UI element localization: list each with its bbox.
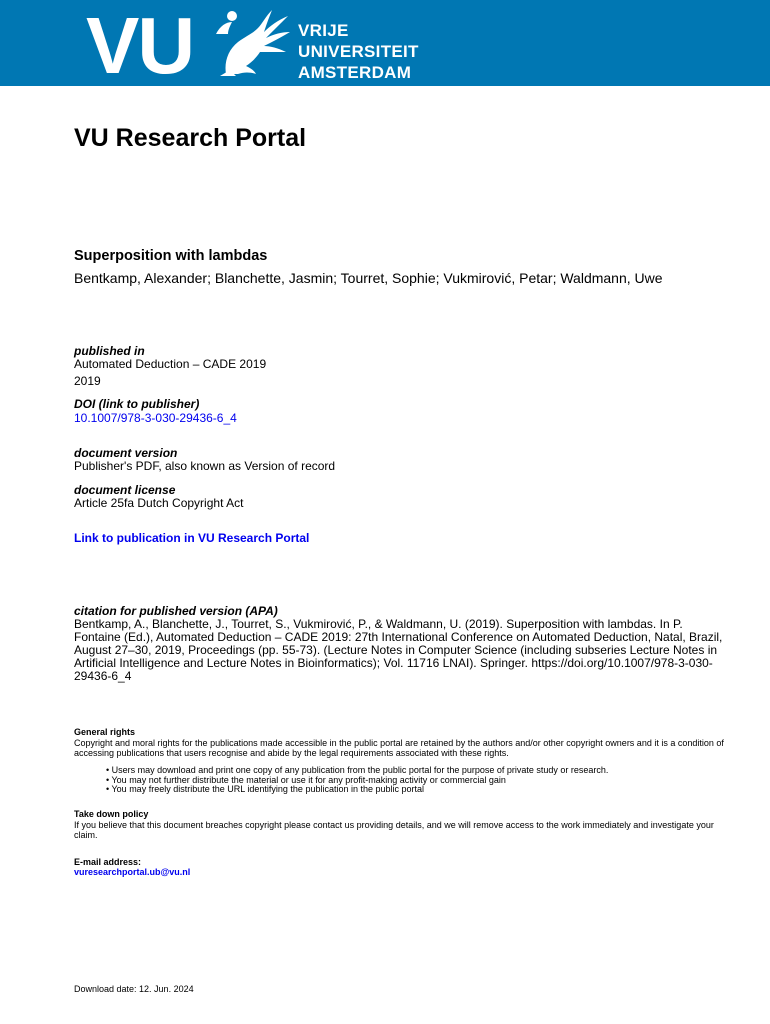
email-link[interactable]: vuresearchportal.ub@vu.nl bbox=[74, 867, 191, 877]
doi-label: DOI (link to publisher) bbox=[74, 397, 200, 411]
published-in-label: published in bbox=[74, 344, 145, 358]
document-version-label: document version bbox=[74, 446, 178, 460]
citation-text: Bentkamp, A., Blanchette, J., Tourret, S., Vukmirović, P., & Waldmann, U. (2019). Superposition with lambdas. In P. Fontaine (Ed.), Automated Deduction – CADE 2019: 27th International Conference on Automated Deduction, Natal, Brazil, August 27–30, 2019, Proceedings (pp. 55-73). (Lecture Notes in Computer Science (including subseries Lecture Notes in Artificial Intelligence and Lecture Notes in Bioinformatics); Vol. 11716 LNAI). Springer. https://doi.org/10.1007/978-3-030-29436-6_4 bbox=[74, 617, 723, 683]
list-item: • You may freely distribute the URL identifying the publication in the public portal bbox=[106, 785, 608, 795]
published-in-year: 2019 bbox=[74, 374, 101, 388]
document-license-label: document license bbox=[74, 483, 176, 497]
take-down-heading: Take down policy bbox=[74, 809, 149, 819]
document-authors: Bentkamp, Alexander; Blanchette, Jasmin; Tourret, Sophie; Vukmirović, Petar; Waldmann, Uwe bbox=[74, 270, 663, 286]
logo-university-name bbox=[298, 20, 419, 83]
document-title: Superposition with lambdas bbox=[74, 248, 268, 264]
portal-publication-link[interactable]: Link to publication in VU Research Portal bbox=[74, 531, 310, 545]
header-banner bbox=[0, 0, 770, 90]
rights-bullet-list bbox=[106, 766, 608, 795]
download-date: Download date: 12. Jun. 2024 bbox=[74, 984, 194, 994]
list-item: • You may not further distribute the material or use it for any profit-making activity or commercial gain bbox=[106, 776, 608, 786]
logo-vu-letters: VU bbox=[86, 1, 194, 90]
take-down-text: If you believe that this document breaches copyright please contact us providing details, and we will remove access to the work immediately and investigate your claim. bbox=[74, 820, 714, 840]
general-rights-text: Copyright and moral rights for the publications made accessible in the public portal are retained by the authors and/or other copyright owners and it is a condition of accessing publications that users recognise and abide by the legal requirements associated with these rights. bbox=[74, 738, 724, 758]
logo-name-line: UNIVERSITEIT bbox=[298, 42, 419, 61]
document-license-value: Article 25fa Dutch Copyright Act bbox=[74, 496, 244, 510]
griffin-icon bbox=[206, 4, 292, 80]
list-item: • Users may download and print one copy of any publication from the public portal for the purpose of private study or research. bbox=[106, 766, 608, 776]
citation-label: citation for published version (APA) bbox=[74, 604, 278, 618]
email-label: E-mail address: bbox=[74, 857, 142, 867]
doi-link[interactable]: 10.1007/978-3-030-29436-6_4 bbox=[74, 411, 237, 425]
published-in-venue: Automated Deduction – CADE 2019 bbox=[74, 357, 267, 371]
logo-name-line: VRIJE bbox=[298, 21, 349, 40]
logo-name-line: AMSTERDAM bbox=[298, 63, 412, 82]
portal-title: VU Research Portal bbox=[74, 124, 307, 152]
general-rights-heading: General rights bbox=[74, 727, 136, 737]
document-version-value: Publisher's PDF, also known as Version of record bbox=[74, 459, 336, 473]
